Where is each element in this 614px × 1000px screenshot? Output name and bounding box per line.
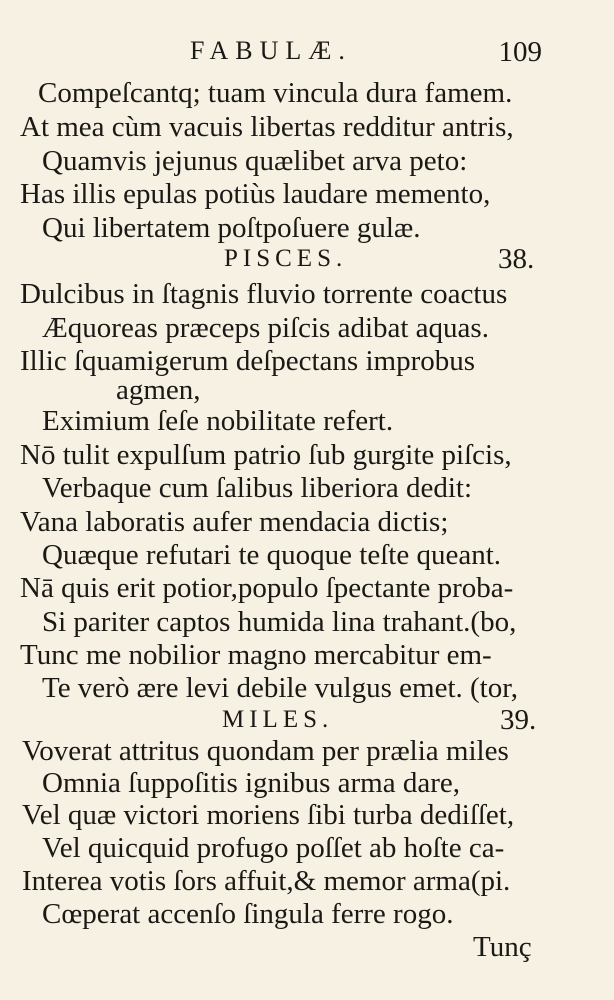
text-line: Vel quæ victori moriens ſibi turba dediſſet, (22, 799, 515, 831)
text-line: agmen, (116, 374, 201, 406)
text-line: Has illis epulas potiùs laudare memento, (20, 178, 491, 210)
text-line: Si pariter captos humida lina trahant.(bo, (42, 606, 517, 638)
text-line: Illic ſquamigerum deſpectans improbus (20, 345, 476, 377)
text-line: Nō tulit expulſum patrio ſub gurgite piſcis, (20, 439, 512, 471)
text-line: Quamvis jejunus quælibet arva peto: (42, 145, 468, 177)
text-line: Omnia ſuppoſitis ignibus arma dare, (42, 767, 461, 799)
text-line: Vel quicquid profugo poſſet ab hoſte ca- (42, 832, 505, 864)
page-number: 109 (498, 36, 542, 68)
fable-number: 38. (498, 243, 535, 275)
text-line: Voverat attritus quondam per prælia miles (22, 735, 509, 767)
text-line: Compeſcantq; tuam vincula dura famem. (38, 77, 513, 109)
text-line: Æquoreas præceps piſcis adibat aquas. (42, 312, 489, 344)
running-head-title: FABULÆ. (190, 36, 352, 65)
catchword: Tunç (473, 931, 532, 963)
text-line: Nā quis erit potior,populo ſpectante proba- (20, 572, 514, 604)
text-line: Te verò ære levi debile vulgus emet. (tor, (42, 672, 518, 704)
text-line: Verbaque cum ſalibus liberiora dedit: (42, 472, 473, 504)
text-line: Interea votis ſors affuit,& memor arma(pi. (22, 865, 511, 897)
fable-title: PISCES. (224, 245, 348, 272)
text-line: Dulcibus in ſtagnis fluvio torrente coactus (20, 278, 508, 310)
text-line: At mea cùm vacuis libertas redditur antris, (20, 111, 514, 143)
text-line: Cœperat accenſo ſingula ferre rogo. (42, 898, 454, 930)
fable-number: 39. (500, 704, 537, 736)
fable-title: MILES. (222, 706, 334, 733)
text-line: Eximium ſeſe nobilitate refert. (42, 405, 394, 437)
text-line: Tunc me nobilior magno mercabitur em- (20, 639, 492, 671)
text-line: Vana laboratis aufer mendacia dictis; (20, 506, 449, 538)
text-line: Qui libertatem poſtpoſuere gulæ. (42, 212, 421, 244)
text-line: Quæque refutari te quoque teſte queant. (42, 539, 502, 571)
